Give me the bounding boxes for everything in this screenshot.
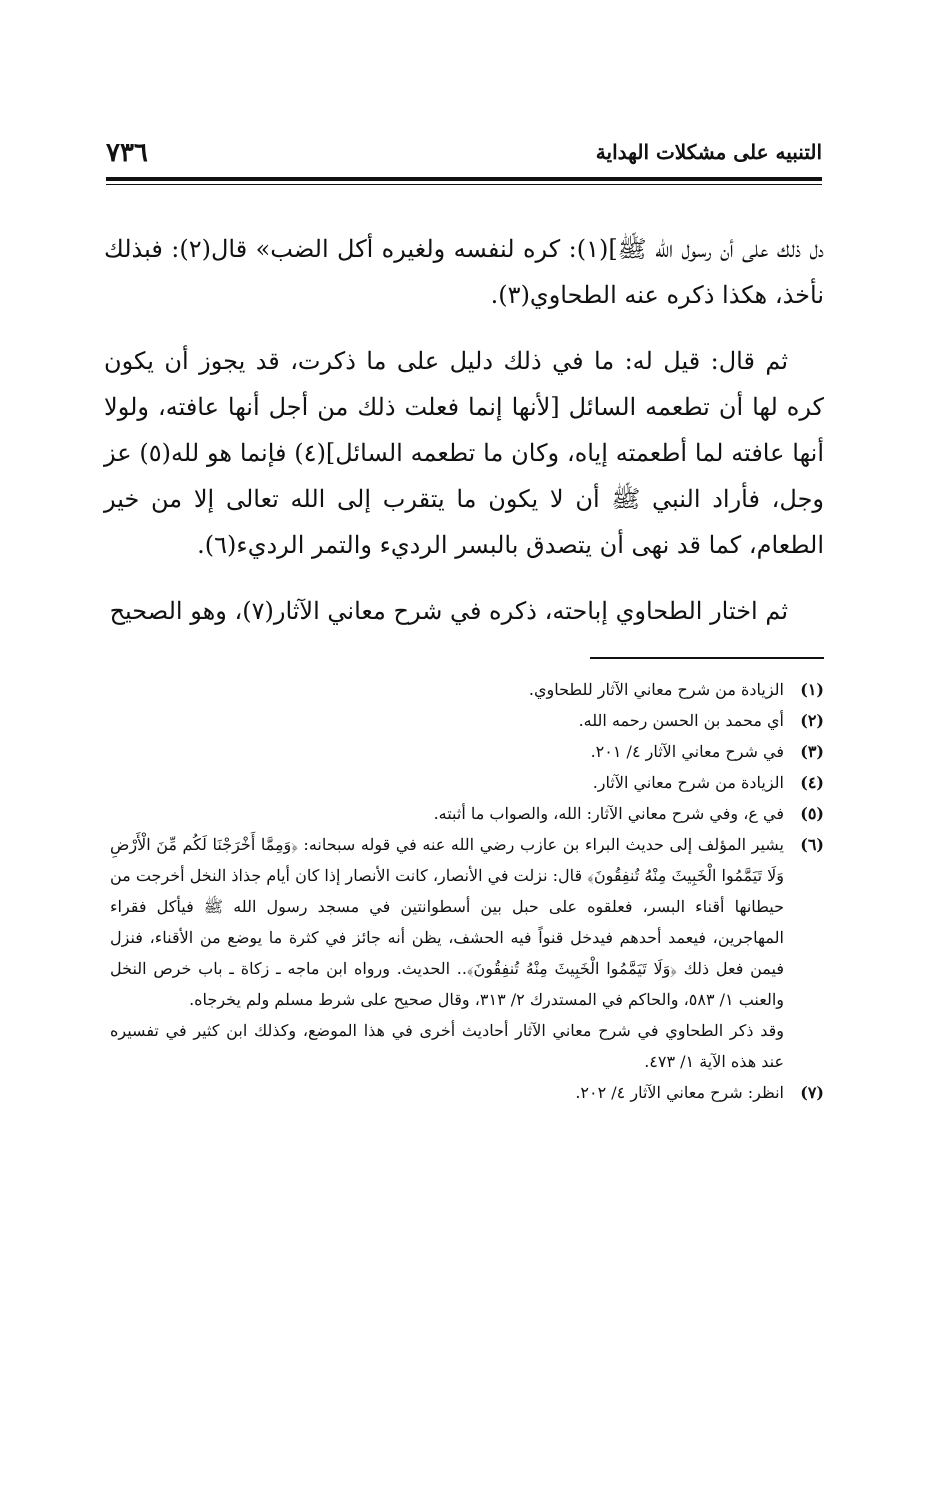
footnote-text: في شرح معاني الآثار ٤/ ٢٠١.: [590, 742, 784, 761]
footnote-number: (٢): [800, 711, 824, 730]
footnote-7: [110, 1077, 824, 1108]
footnote-5: [110, 798, 824, 829]
main-text: [104, 226, 824, 654]
footnote-text: الزيادة من شرح معاني الآثار.: [592, 773, 784, 792]
footnote-number: (٥): [800, 804, 824, 823]
header-rule-thin: [106, 184, 822, 185]
paragraph-1: دل ذلك على أن رسول الله ﷺ](١): كره لنفسه ولغيره أكل الضب» قال(٢): فبذلك نأخذ، هكذا ذكره عنه الطحاوي(٣).: [104, 235, 824, 309]
footnote-number: (٧): [800, 1083, 824, 1102]
footnote-2: [110, 705, 824, 736]
paragraph-3: ثم اختار الطحاوي إباحته، ذكره في شرح معاني الآثار(٧)، وهو الصحيح: [109, 597, 788, 625]
footnote-separator: [590, 657, 824, 659]
footnote-6-continuation: وقد ذكر الطحاوي في شرح معاني الآثار أحاديث أخرى في هذا الموضع، وكذلك ابن كثير في تفسيره عند هذه الآية ١/ ٤٧٣.: [110, 1021, 784, 1071]
footnote-number: (٦): [800, 835, 824, 854]
footnote-number: (٣): [800, 742, 824, 761]
footnote-6: [110, 829, 824, 1015]
footnote-number: (٤): [800, 773, 824, 792]
paragraph-2: ثم قال: قيل له: ما في ذلك دليل على ما ذكرت، قد يجوز أن يكون كره لها أن تطعمه السائل [لأنها إنما فعلت ذلك من أجل أنها عافته، ولولا أنها عافته لما أطعمته إياه، وكان ما تطعمه السائل](٤) فإنما هو لله(٥) عز وجل، فأراد النبي ﷺ أن لا يكون ما يتقرب إلى الله تعالى إلا من خير الطعام، كما قد نهى أن يتصدق بالبسر الرديء والتمر الرديء(٦).: [104, 347, 824, 559]
footnote-text: الزيادة من شرح معاني الآثار للطحاوي.: [528, 680, 784, 699]
footnote-number: (١): [800, 680, 824, 699]
footnote-3: [110, 736, 824, 767]
footnote-text: في ع، وفي شرح معاني الآثار: الله، والصواب ما أثبته.: [433, 804, 784, 823]
page-number: ٧٣٦: [106, 138, 148, 168]
page-header: [106, 138, 822, 176]
footnote-1: [110, 674, 824, 705]
footnote-text: أي محمد بن الحسن رحمه الله.: [578, 711, 784, 730]
header-rule-thick: [106, 177, 822, 181]
footnote-text: يشير المؤلف إلى حديث البراء بن عازب رضي الله عنه في قوله سبحانه: ﴿وَمِمَّا أَخْرَجْنَا لَكُم مِّنَ الْأَرْضِ وَلَا تَيَمَّمُوا الْخَبِيثَ مِنْهُ تُنفِقُونَ﴾ قال: نزلت في الأنصار، كانت الأنصار إذا كان أيام جذاذ النخل أخرجت من حيطانها أقناء البسر، فعلقوه على حبل بين أسطوانتين في مسجد رسول الله ﷺ فيأكل فقراء المهاجرين، فيعمد أحدهم فيدخل قنواً فيه الحشف، يظن أنه جائز في كثرة ما يوضع من الأقناء، فنزل فيمن فعل ذلك ﴿وَلَا تَيَمَّمُوا الْخَبِيثَ مِنْهُ تُنفِقُونَ﴾.. الحديث. ورواه ابن ماجه ـ زكاة ـ باب خرص النخل والعنب ١/ ٥٨٣، والحاكم في المستدرك ٢/ ٣١٣، وقال صحيح على شرط مسلم ولم يخرجاه.: [110, 835, 785, 1009]
footnote-text: انظر: شرح معاني الآثار ٤/ ٢٠٢.: [575, 1083, 784, 1102]
footnote-4: [110, 767, 824, 798]
running-title: التنبيه على مشكلات الهداية: [595, 140, 822, 164]
footnotes: [110, 674, 824, 1108]
